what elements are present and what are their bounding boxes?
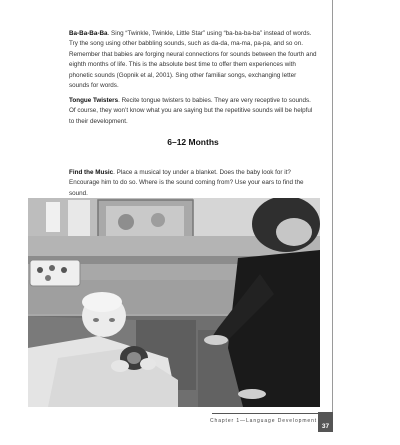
page-number: 37: [318, 412, 333, 432]
activity-text: . Sing “Twinkle, Twinkle, Little Star” using “ba-ba-ba-ba” instead of words. Try the song using other babbling sounds, such as da-da, ma-ma, pa-pa, and so on. Remember that babies are forging neural connections for sounds between the fourth and eighth months of life. This is the absolute best time to offer them experiences with phonetic sounds (Gopnik et al, 2001). Sing other familiar songs, exchanging letter sounds for words.: [69, 30, 317, 90]
margin-rule: [332, 0, 333, 412]
section-heading: 6–12 Months: [167, 137, 219, 147]
footer-rule: [212, 413, 332, 414]
activity-title: Tongue Twisters: [69, 97, 119, 104]
paragraph-babbling: [69, 29, 317, 91]
activity-title: Ba-Ba-Ba-Ba: [69, 30, 108, 37]
paragraph-find-music: [69, 168, 317, 199]
paragraph-tongue-twisters: [69, 96, 317, 127]
activity-title: Find the Music: [69, 169, 114, 176]
running-head: Chapter 1—Language Development: [210, 418, 318, 424]
photo-baby-with-teacher: [28, 198, 320, 407]
activity-text: . Place a musical toy under a blanket. Does the baby look for it? Encourage him to do so. Where is the sound coming from? Use your ears to find the sound.: [69, 169, 304, 197]
activity-text: . Recite tongue twisters to babies. They are very receptive to sounds. Of course, they won’t know what you are saying but the repetitive sounds will be helpful to their development.: [69, 97, 313, 125]
